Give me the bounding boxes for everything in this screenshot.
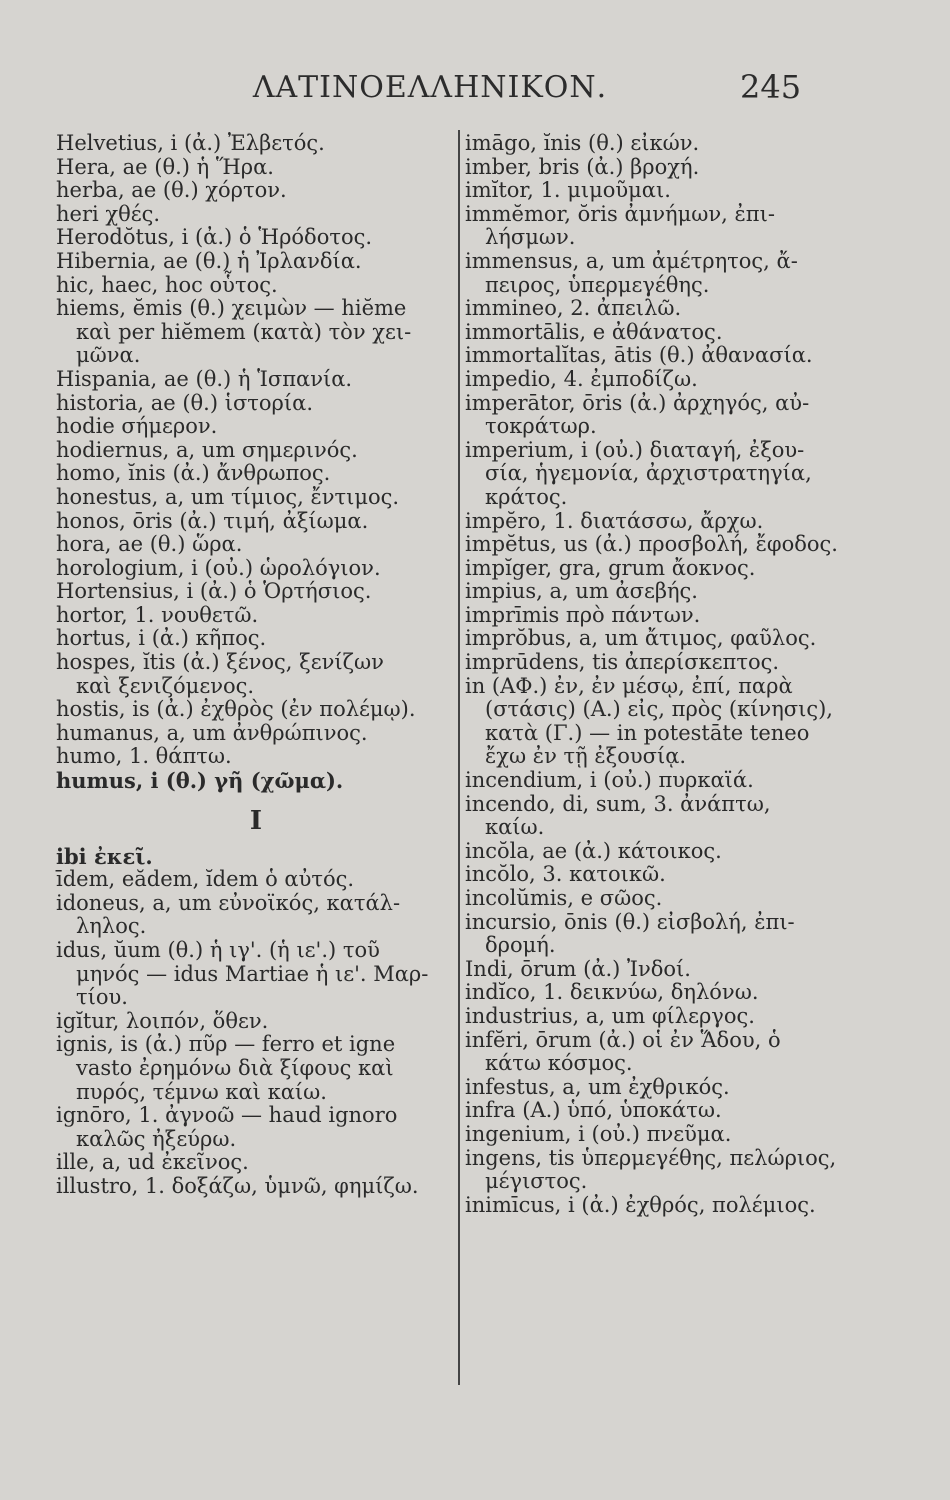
dictionary-entry-line: imprūdens, tis ἀπερίσκεπτος.	[465, 650, 780, 675]
dictionary-entry-line: infĕri, ōrum (ἀ.) οἱ ἐν Ἅδου, ὁ	[465, 1027, 781, 1052]
dictionary-entry-line: incŏlo, 3. κατοικῶ.	[465, 862, 666, 887]
dictionary-entry-line: vasto ἐρημόνω διὰ ξίφους καὶ	[76, 1055, 394, 1080]
dictionary-entry-line: hic, haec, hoc οὗτος.	[56, 272, 278, 297]
dictionary-entry-line: īdem, eădem, ĭdem ὁ αὐτός.	[56, 867, 355, 892]
dictionary-entry-line: κάτω κόσμος.	[485, 1051, 633, 1076]
dictionary-entry-line: δρομή.	[485, 933, 556, 958]
dictionary-entry-line: idus, ŭum (θ.) ἡ ιγ'. (ἡ ιε'.) τοῦ	[56, 938, 380, 962]
dictionary-entry-line: καλῶς ἠξεύρω.	[76, 1126, 237, 1151]
dictionary-entry-line: Hibernia, ae (θ.) ἡ Ἰρλανδία.	[56, 248, 362, 273]
page-title: ΛΑΤΙΝΟΕΛΛΗΝΙΚΟΝ.	[252, 70, 608, 105]
dictionary-entry-line: imprŏbus, a, um ἄτιμος, φαῦλος.	[465, 626, 817, 651]
dictionary-entry-line: Hera, ae (θ.) ἡ Ἥρα.	[56, 154, 274, 179]
dictionary-entry-line: immĕmor, ŏris ἀμνήμων, ἐπι-	[465, 201, 775, 226]
dictionary-entry-line: industrius, a, um φίλεργος.	[465, 1003, 755, 1028]
dictionary-entry-line: immortālis, e ἀθάνατος.	[465, 319, 723, 344]
dictionary-entry-line: idoneus, a, um εὐνοϊκός, κατάλ-	[56, 890, 401, 915]
dictionary-entry-line: hostis, is (ἀ.) ἐχθρὸς (ἐν πολέμῳ).	[56, 697, 416, 722]
dictionary-entry-line: incolŭmis, e σῶος.	[465, 886, 663, 910]
dictionary-entry-line: hiems, ĕmis (θ.) χειμὼν — hiĕme	[56, 296, 407, 321]
dictionary-entry-line: ληλος.	[76, 914, 147, 939]
dictionary-entry-line: καίω.	[485, 815, 545, 840]
dictionary-entry-line: hortus, i (ἀ.) κῆπος.	[56, 626, 267, 651]
dictionary-entry-line: hodie σήμερον.	[56, 414, 218, 439]
dictionary-entry-line: Hispania, ae (θ.) ἡ Ἱσπανία.	[56, 366, 353, 391]
dictionary-entry-line: ignōro, 1. ἀγνοῶ — haud ignoro	[56, 1103, 398, 1128]
dictionary-entry-line: ingenium, i (οὐ.) πνεῦμα.	[465, 1121, 732, 1146]
dictionary-entry-line: hospes, ĭtis (ἀ.) ξένος, ξενίζων	[56, 650, 384, 675]
dictionary-entry-line: imperium, i (οὐ.) διαταγή, ἐξου-	[465, 437, 805, 462]
dictionary-entry-line: πυρός, τέμνω καὶ καίω.	[76, 1079, 327, 1104]
dictionary-entry-line: immensus, a, um ἀμέτρητος, ἄ-	[465, 248, 798, 273]
dictionary-entry-line: τίου.	[76, 985, 128, 1010]
dictionary-entry-line: humanus, a, um ἀνθρώπινος.	[56, 720, 368, 745]
dictionary-entry-line: imber, bris (ἀ.) βροχή.	[465, 154, 700, 179]
dictionary-entry-line: hortor, 1. νουθετῶ.	[56, 602, 259, 627]
dictionary-entry-line: impedio, 4. ἐμποδίζω.	[465, 366, 698, 391]
dictionary-entry-line: indĭco, 1. δεικνύω, δηλόνω.	[465, 980, 759, 1005]
dictionary-entry-line: incŏla, ae (ἀ.) κάτοικος.	[465, 838, 722, 863]
dictionary-entry-line: I	[249, 805, 263, 836]
dictionary-entry-line: incendo, di, sum, 3. ἀνάπτω,	[465, 791, 771, 816]
right-column	[465, 132, 865, 1217]
dictionary-entry-line: horologium, i (οὐ.) ὡρολόγιον.	[56, 555, 381, 580]
dictionary-entry-line: hora, ae (θ.) ὥρα.	[56, 532, 243, 557]
dictionary-entry-line: impĭger, gra, grum ἄοκνος.	[465, 555, 756, 580]
dictionary-entry-line: heri χθές.	[56, 201, 161, 226]
dictionary-entry-line: (στάσις) (Α.) εἰς, πρὸς (κίνησις),	[485, 697, 833, 722]
column-divider	[458, 130, 460, 1385]
dictionary-entry-line: ignis, is (ἀ.) πῦρ — ferro et igne	[56, 1032, 396, 1057]
dictionary-entry-line: κατὰ (Γ.) — in potestāte teneo	[485, 720, 810, 745]
dictionary-entry-line: Herodŏtus, i (ἀ.) ὁ Ἡρόδοτος.	[56, 225, 373, 250]
dictionary-entry-line: Hortensius, i (ἀ.) ὁ Ὁρτήσιος.	[56, 579, 372, 604]
dictionary-entry-line: historia, ae (θ.) ἱστορία.	[56, 390, 313, 415]
dictionary-entry-line: incendium, i (οὐ.) πυρκαϊά.	[465, 768, 754, 793]
dictionary-entry-line: καὶ per hiĕmem (κατὰ) τὸν χει-	[76, 319, 412, 344]
dictionary-entry-line: inimīcus, i (ἀ.) ἐχθρός, πολέμιος.	[465, 1192, 816, 1217]
dictionary-entry-line: μῶνα.	[76, 343, 141, 368]
dictionary-entry-line: immineo, 2. ἀπειλῶ.	[465, 296, 682, 321]
dictionary-entry-line: καὶ ξενιζόμενος.	[76, 673, 255, 698]
dictionary-entry-line: infestus, a, um ἐχθρικός.	[465, 1074, 730, 1099]
dictionary-entry-line: imĭtor, 1. μιμοῦμαι.	[465, 178, 671, 203]
dictionary-entry-line: igĭtur, λοιπόν, ὅθεν.	[56, 1008, 269, 1033]
dictionary-entry-line: hodiernus, a, um σημερινός.	[56, 437, 358, 462]
dictionary-entry-line: ibi ἐκεῖ.	[56, 843, 153, 869]
dictionary-entry-line: herba, ae (θ.) χόρτον.	[56, 178, 287, 203]
dictionary-entry-line: illustro, 1. δοξάζω, ὑμνῶ, φημίζω.	[56, 1173, 419, 1198]
dictionary-entry-line: honestus, a, um τίμιος, ἔντιμος.	[56, 484, 400, 509]
dictionary-entry-line: λήσμων.	[485, 225, 576, 250]
dictionary-entry-line: ingens, tis ὑπερμεγέθης, πελώριος,	[465, 1145, 837, 1170]
dictionary-entry-line: Indi, ōrum (ἀ.) Ἰνδοί.	[465, 956, 691, 981]
dictionary-entry-line: impius, a, um ἀσεβής.	[465, 579, 698, 604]
dictionary-entry-line: impĕro, 1. διατάσσω, ἄρχω.	[465, 508, 764, 533]
dictionary-entry-line: incursio, ōnis (θ.) εἰσβολή, ἐπι-	[465, 909, 795, 934]
dictionary-entry-line: imperātor, ōris (ἀ.) ἀρχηγός, αὐ-	[465, 390, 810, 415]
dictionary-entry-line: σία, ἡγεμονία, ἀρχιστρατηγία,	[485, 461, 812, 486]
dictionary-entry-line: μέγιστος.	[485, 1169, 588, 1194]
dictionary-entry-line: πειρος, ὑπερμεγέθης.	[485, 272, 710, 297]
dictionary-entry-line: humo, 1. θάπτω.	[56, 744, 232, 769]
dictionary-entry-line: τοκράτωρ.	[485, 414, 597, 439]
dictionary-entry-line: honos, ōris (ἀ.) τιμή, ἀξίωμα.	[56, 508, 369, 533]
dictionary-entry-line: in (ΑΦ.) ἐν, ἐν μέσῳ, ἐπί, παρὰ	[465, 673, 793, 698]
dictionary-entry-line: ἔχω ἐν τῇ ἐξουσίᾳ.	[485, 744, 687, 769]
dictionary-entry-line: κράτος.	[485, 484, 568, 509]
dictionary-entry-line: immortalĭtas, ātis (θ.) ἀθανασία.	[465, 343, 813, 368]
dictionary-entry-line: imāgo, ĭnis (θ.) εἰκών.	[465, 131, 700, 155]
dictionary-entry-line: homo, ĭnis (ἀ.) ἄνθρωπος.	[56, 461, 331, 486]
dictionary-entry-line: Helvetius, i (ἀ.) Ἐλβετός.	[56, 131, 325, 155]
left-column	[56, 132, 456, 1199]
dictionary-entry-line: μηνός — idus Martiae ἡ ιε'. Μαρ-	[76, 961, 429, 986]
dictionary-entry-line: infra (Α.) ὑπό, ὑποκάτω.	[465, 1098, 722, 1123]
page-number: 245	[740, 68, 802, 106]
dictionary-entry-line: impĕtus, us (ἀ.) προσβολή, ἔφοδος.	[465, 532, 838, 557]
dictionary-entry-line: humus, i (θ.) γῆ (χῶμα).	[56, 768, 344, 794]
dictionary-entry-line: ille, a, ud ἐκεῖνος.	[56, 1150, 249, 1175]
dictionary-entry-line: imprīmis πρὸ πάντων.	[465, 602, 701, 627]
